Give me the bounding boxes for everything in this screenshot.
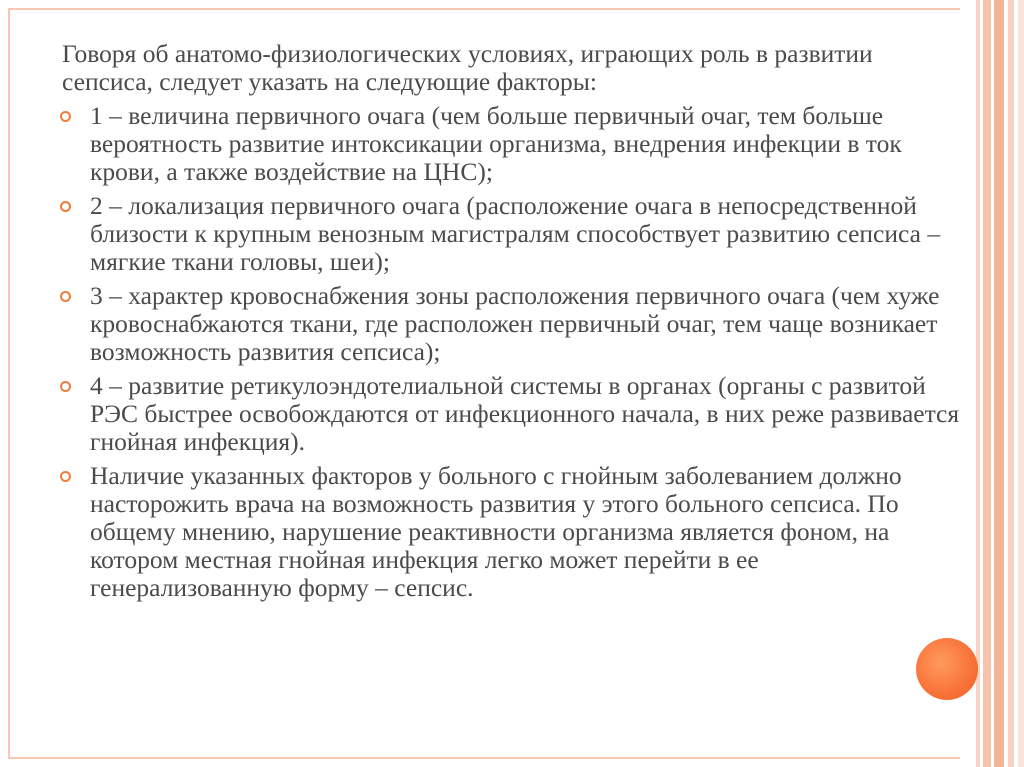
list-item-text: Наличие указанных факторов у больного с гнойным заболеванием должно насторожить врача на возможность развития у этого больного сепсиса. По общему мнению, нарушение реактивности организма является фоном, на котором местная гнойная инфекция легко может перейти в ее генерализованную форму – сепсис. [90, 461, 902, 602]
bullet-circle-icon [60, 381, 71, 392]
frame-bottom-line [8, 757, 960, 759]
intro-text: Говоря об анатомо-физиологических условиях, играющих роль в развитии сепсиса, следует указать на следующие факторы: [62, 39, 873, 96]
list-item-text: 1 – величина первичного очага (чем больше первичный очаг, тем больше вероятность развитие интоксикации организма, внедрения инфекции в ток крови, а также воздействие на ЦНС); [90, 101, 902, 186]
frame-left-line [8, 8, 10, 759]
list-item [60, 102, 960, 186]
list-item [60, 192, 960, 276]
stripe [994, 0, 1004, 767]
stripe [1018, 0, 1024, 767]
frame-top-line [8, 8, 960, 10]
stripe [983, 0, 991, 767]
list-item [60, 372, 960, 456]
decorative-orange-circle [916, 638, 978, 700]
bullet-circle-icon [60, 111, 71, 122]
decorative-side-stripes [968, 0, 1024, 767]
factor-list [60, 102, 960, 602]
list-item-text: 2 – локализация первичного очага (расположение очага в непосредственной близости к крупным венозным магистралям способствует развитию сепсиса – мягкие ткани головы, шеи); [90, 191, 941, 276]
slide-body [60, 40, 960, 608]
stripe [976, 0, 980, 767]
bullet-circle-icon [60, 471, 71, 482]
list-item [60, 462, 960, 602]
bullet-circle-icon [60, 291, 71, 302]
stripe [1008, 0, 1014, 767]
list-item [60, 282, 960, 366]
list-item-text: 3 – характер кровоснабжения зоны расположения первичного очага (чем хуже кровоснабжаются ткани, где расположен первичный очаг, тем чаще возникает возможность развития сепсиса); [90, 281, 940, 366]
list-item-text: 4 – развитие ретикулоэндотелиальной системы в органах (органы с развитой РЭС быстрее освобождаются от инфекционного начала, в них реже развивается гнойная инфекция). [90, 371, 960, 456]
bullet-circle-icon [60, 201, 71, 212]
